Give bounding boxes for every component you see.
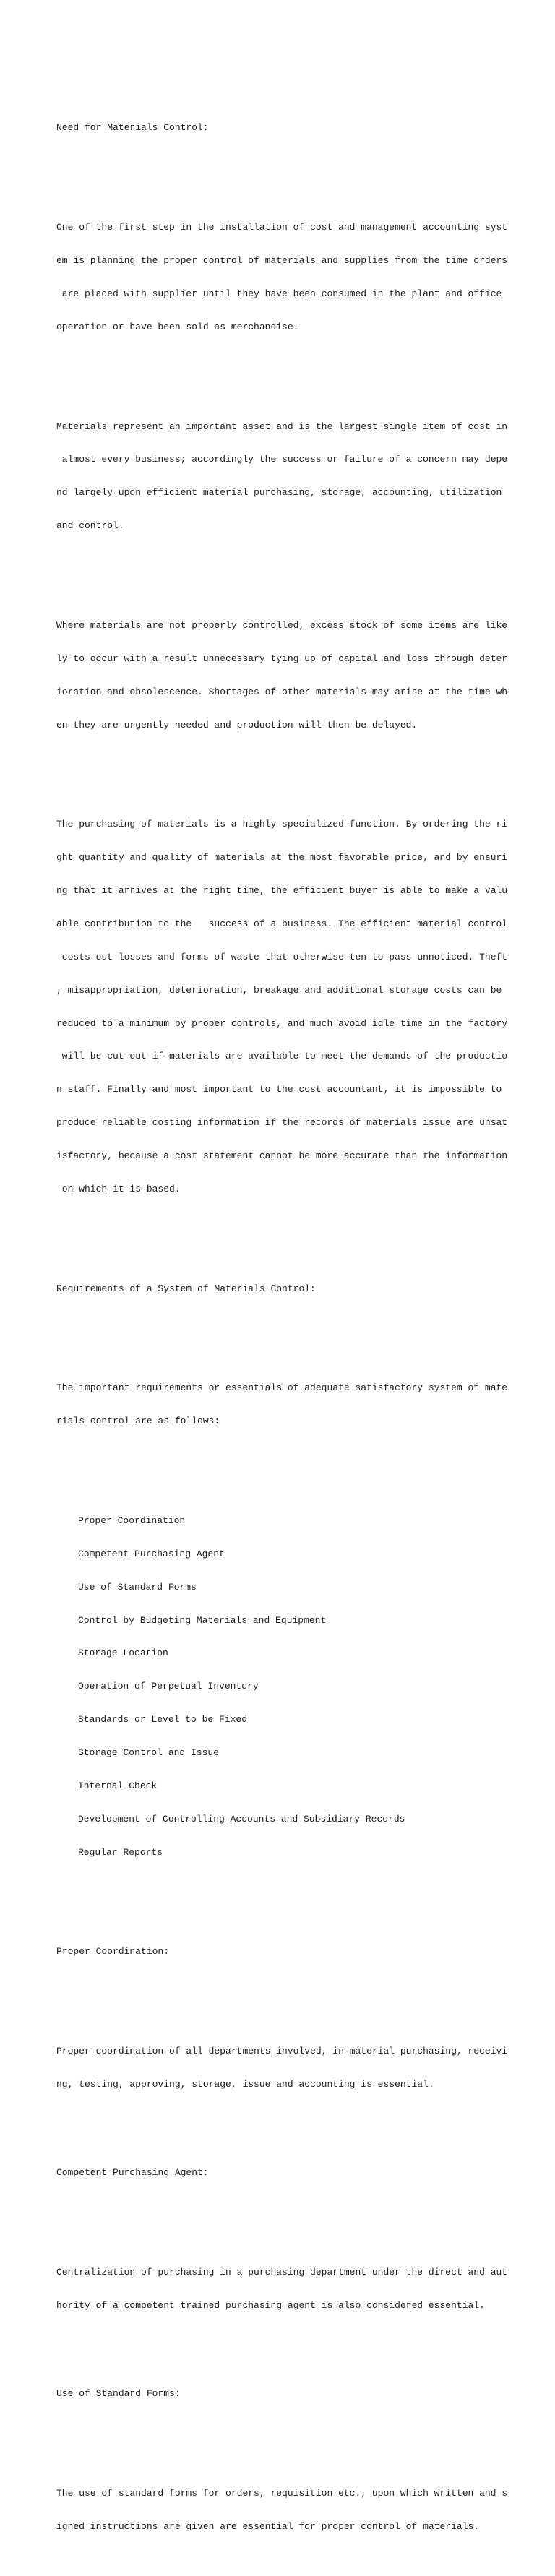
paragraph-not-controlled [56, 598, 533, 752]
list-item: Storage Location [78, 1647, 168, 1659]
text-line: ng, testing, approving, storage, issue and accounting is essential. [56, 2079, 434, 2090]
text-line: are placed with supplier until they have been consumed in the plant and office [56, 288, 502, 299]
text-line: One of the first step in the installation of cost and management accounting syst [56, 222, 508, 233]
paragraph-proper-coordination [56, 2024, 533, 2112]
paragraph-important-asset [56, 399, 533, 553]
text-line: will be cut out if materials are available to meet the demands of the productio [56, 1051, 508, 1062]
text-line: rials control are as follows: [56, 1416, 220, 1427]
list-item: Operation of Perpetual Inventory [78, 1681, 259, 1692]
list-item: Internal Check [78, 1780, 158, 1792]
heading-requirements [56, 1261, 533, 1316]
heading-competent-purchasing-agent [56, 2145, 533, 2200]
text-line: Proper coordination of all departments involved, in material purchasing, receivi [56, 2046, 508, 2057]
paragraph-purchasing-function [56, 797, 533, 1217]
text-line: , misappropriation, deterioration, breakage and additional storage costs can be [56, 984, 502, 996]
heading-text: Competent Purchasing Agent: [56, 2167, 209, 2179]
list-item: Proper Coordination [78, 1515, 186, 1526]
text-line: ght quantity and quality of materials at the most favorable price, and by ensuri [56, 852, 508, 863]
heading-text: Use of Standard Forms: [56, 2388, 181, 2400]
list-item: Development of Controlling Accounts and Subsidiary Records [78, 1813, 405, 1825]
text-line: em is planning the proper control of materials and supplies from the time orders [56, 255, 508, 267]
text-line: nd largely upon efficient material purchasing, storage, accounting, utilization [56, 487, 502, 499]
text-line: Centralization of purchasing in a purchasing department under the direct and aut [56, 2267, 508, 2278]
text-line: costs out losses and forms of waste that otherwise ten to pass unnoticed. Theft [56, 951, 508, 962]
paragraph-requirements-intro [56, 1361, 533, 1449]
paragraph-competent-purchasing-agent [56, 2244, 533, 2332]
paragraph-use-of-standard-forms [56, 2465, 533, 2554]
list-item: Competent Purchasing Agent [78, 1548, 225, 1559]
list-item: Control by Budgeting Materials and Equipment [78, 1614, 327, 1626]
text-line: The purchasing of materials is a highly specialized function. By ordering the ri [56, 819, 508, 830]
list-item: Storage Control and Issue [78, 1747, 220, 1759]
text-line: en they are urgently needed and production will then be delayed. [56, 719, 418, 731]
text-line: almost every business; accordingly the success or failure of a concern may depe [56, 454, 508, 465]
text-line: n staff. Finally and most important to the cost accountant, it is impossible to [56, 1084, 502, 1095]
document-body [56, 67, 533, 2576]
list-item: Regular Reports [78, 1846, 163, 1858]
text-line: reduced to a minimum by proper controls, and much avoid idle time in the factory [56, 1017, 508, 1029]
text-line: operation or have been sold as merchandise. [56, 321, 299, 332]
list-item: Use of Standard Forms [78, 1581, 197, 1593]
heading-use-of-standard-forms [56, 2366, 533, 2421]
text-line: igned instructions are given are essential for proper control of materials. [56, 2520, 480, 2532]
text-line: The use of standard forms for orders, requisition etc., upon which written and s [56, 2488, 508, 2499]
requirements-list [56, 1493, 533, 1879]
text-line: produce reliable costing information if the records of materials issue are unsat [56, 1117, 508, 1129]
heading-need-for-materials-control [56, 100, 533, 155]
text-line: on which it is based. [56, 1183, 181, 1194]
text-line: hority of a competent trained purchasing agent is also considered essential. [56, 2299, 485, 2311]
text-line: The important requirements or essentials of adequate satisfactory system of mate [56, 1382, 508, 1394]
text-line: isfactory, because a cost statement cannot be more accurate than the information [56, 1150, 508, 1162]
text-line: ioration and obsolescence. Shortages of other materials may arise at the time wh [56, 686, 508, 697]
text-line: and control. [56, 520, 124, 532]
paragraph-installation [56, 200, 533, 355]
text-line: able contribution to the success of a business. The efficient material control [56, 918, 508, 929]
text-line: Materials represent an important asset and is the largest single item of cost in [56, 421, 508, 432]
heading-text: Proper Coordination: [56, 1946, 170, 1957]
list-item: Standards or Level to be Fixed [78, 1714, 248, 1726]
heading-text: Requirements of a System of Materials Control: [56, 1283, 316, 1294]
text-line: ng that it arrives at the right time, the efficient buyer is able to make a valu [56, 884, 508, 896]
heading-proper-coordination [56, 1924, 533, 1979]
heading-text: Need for Materials Control: [56, 122, 209, 134]
text-line: ly to occur with a result unnecessary tying up of capital and loss through deter [56, 652, 508, 664]
text-line: Where materials are not properly controlled, excess stock of some items are like [56, 619, 508, 631]
